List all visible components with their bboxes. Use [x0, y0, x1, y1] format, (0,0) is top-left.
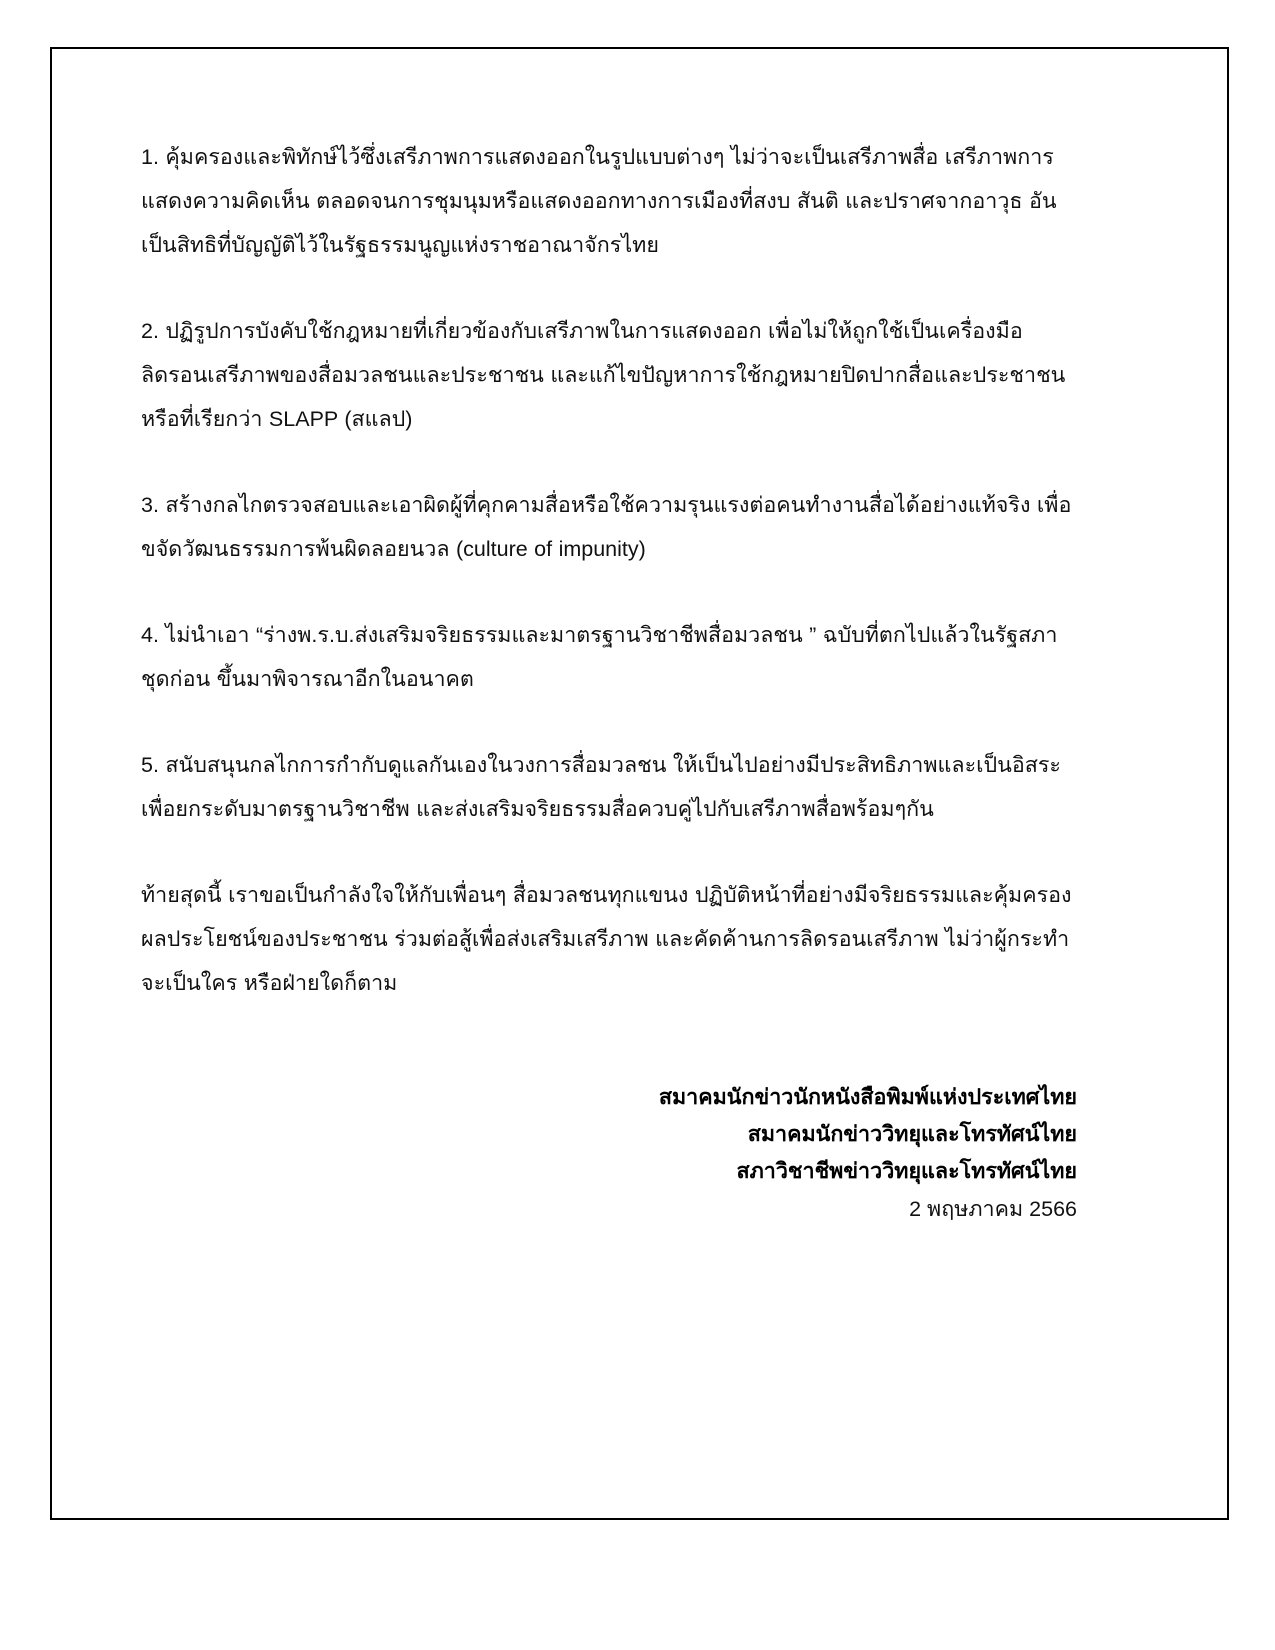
signature-block [141, 1079, 1077, 1228]
signatory-1: สมาคมนักข่าวนักหนังสือพิมพ์แห่งประเทศไทย [658, 1085, 1077, 1109]
signatory-2: สมาคมนักข่าววิทยุและโทรทัศน์ไทย [747, 1122, 1077, 1146]
signatory-3: สภาวิชาชีพข่าววิทยุและโทรทัศน์ไทย [736, 1159, 1077, 1183]
body-paragraph-1: 1. คุ้มครองและพิทักษ์ไว้ซึ่งเสรีภาพการแสดงออกในรูปแบบต่างๆ ไม่ว่าจะเป็นเสรีภาพสื่อ เสรีภาพการแสดงความคิดเห็น ตลอดจนการชุมนุมหรือแสดงออกทางการเมืองที่สงบ สันติ และปราศจากอาวุธ อันเป็นสิทธิที่บัญญัติไว้ในรัฐธรรมนูญแห่งราชอาณาจักรไทย [141, 145, 1057, 257]
closing-paragraph: ท้ายสุดนี้ เราขอเป็นกำลังใจให้กับเพื่อนๆ สื่อมวลชนทุกแขนง ปฏิบัติหน้าที่อย่างมีจริยธรรมและคุ้มครองผลประโยชน์ของประชาชน ร่วมต่อสู้เพื่อส่งเสริมเสรีภาพ และคัดค้านการลิดรอนเสรีภาพ ไม่ว่าผู้กระทำจะเป็นใคร หรือฝ่ายใดก็ตาม [141, 883, 1072, 995]
document-body [141, 135, 1077, 1228]
body-paragraph-2: 2. ปฏิรูปการบังคับใช้กฎหมายที่เกี่ยวข้องกับเสรีภาพในการแสดงออก เพื่อไม่ให้ถูกใช้เป็นเครื่องมือลิดรอนเสรีภาพของสื่อมวลชนและประชาชน และแก้ไขปัญหาการใช้กฎหมายปิดปากสื่อและประชาชน หรือที่เรียกว่า SLAPP (สแลป) [141, 319, 1066, 431]
body-paragraph-4: 4. ไม่นำเอา “ร่างพ.ร.บ.ส่งเสริมจริยธรรมและมาตรฐานวิชาชีพสื่อมวลชน ” ฉบับที่ตกไปแล้วในรัฐสภาชุดก่อน ขึ้นมาพิจารณาอีกในอนาคต [141, 623, 1058, 691]
signature-spacer [141, 1005, 1077, 1079]
body-paragraph-5: 5. สนับสนุนกลไกการกำกับดูแลกันเองในวงการสื่อมวลชน ให้เป็นไปอย่างมีประสิทธิภาพและเป็นอิสระ เพื่อยกระดับมาตรฐานวิชาชีพ และส่งเสริมจริยธรรมสื่อควบคู่ไปกับเสรีภาพสื่อพร้อมๆกัน [141, 753, 1061, 821]
body-paragraph-3: 3. สร้างกลไกตรวจสอบและเอาผิดผู้ที่คุกคามสื่อหรือใช้ความรุนแรงต่อคนทำงานสื่อได้อย่างแท้จริง เพื่อขจัดวัฒนธรรมการพ้นผิดลอยนวล (culture of impunity) [141, 493, 1072, 561]
document-date: 2 พฤษภาคม 2566 [909, 1197, 1077, 1221]
